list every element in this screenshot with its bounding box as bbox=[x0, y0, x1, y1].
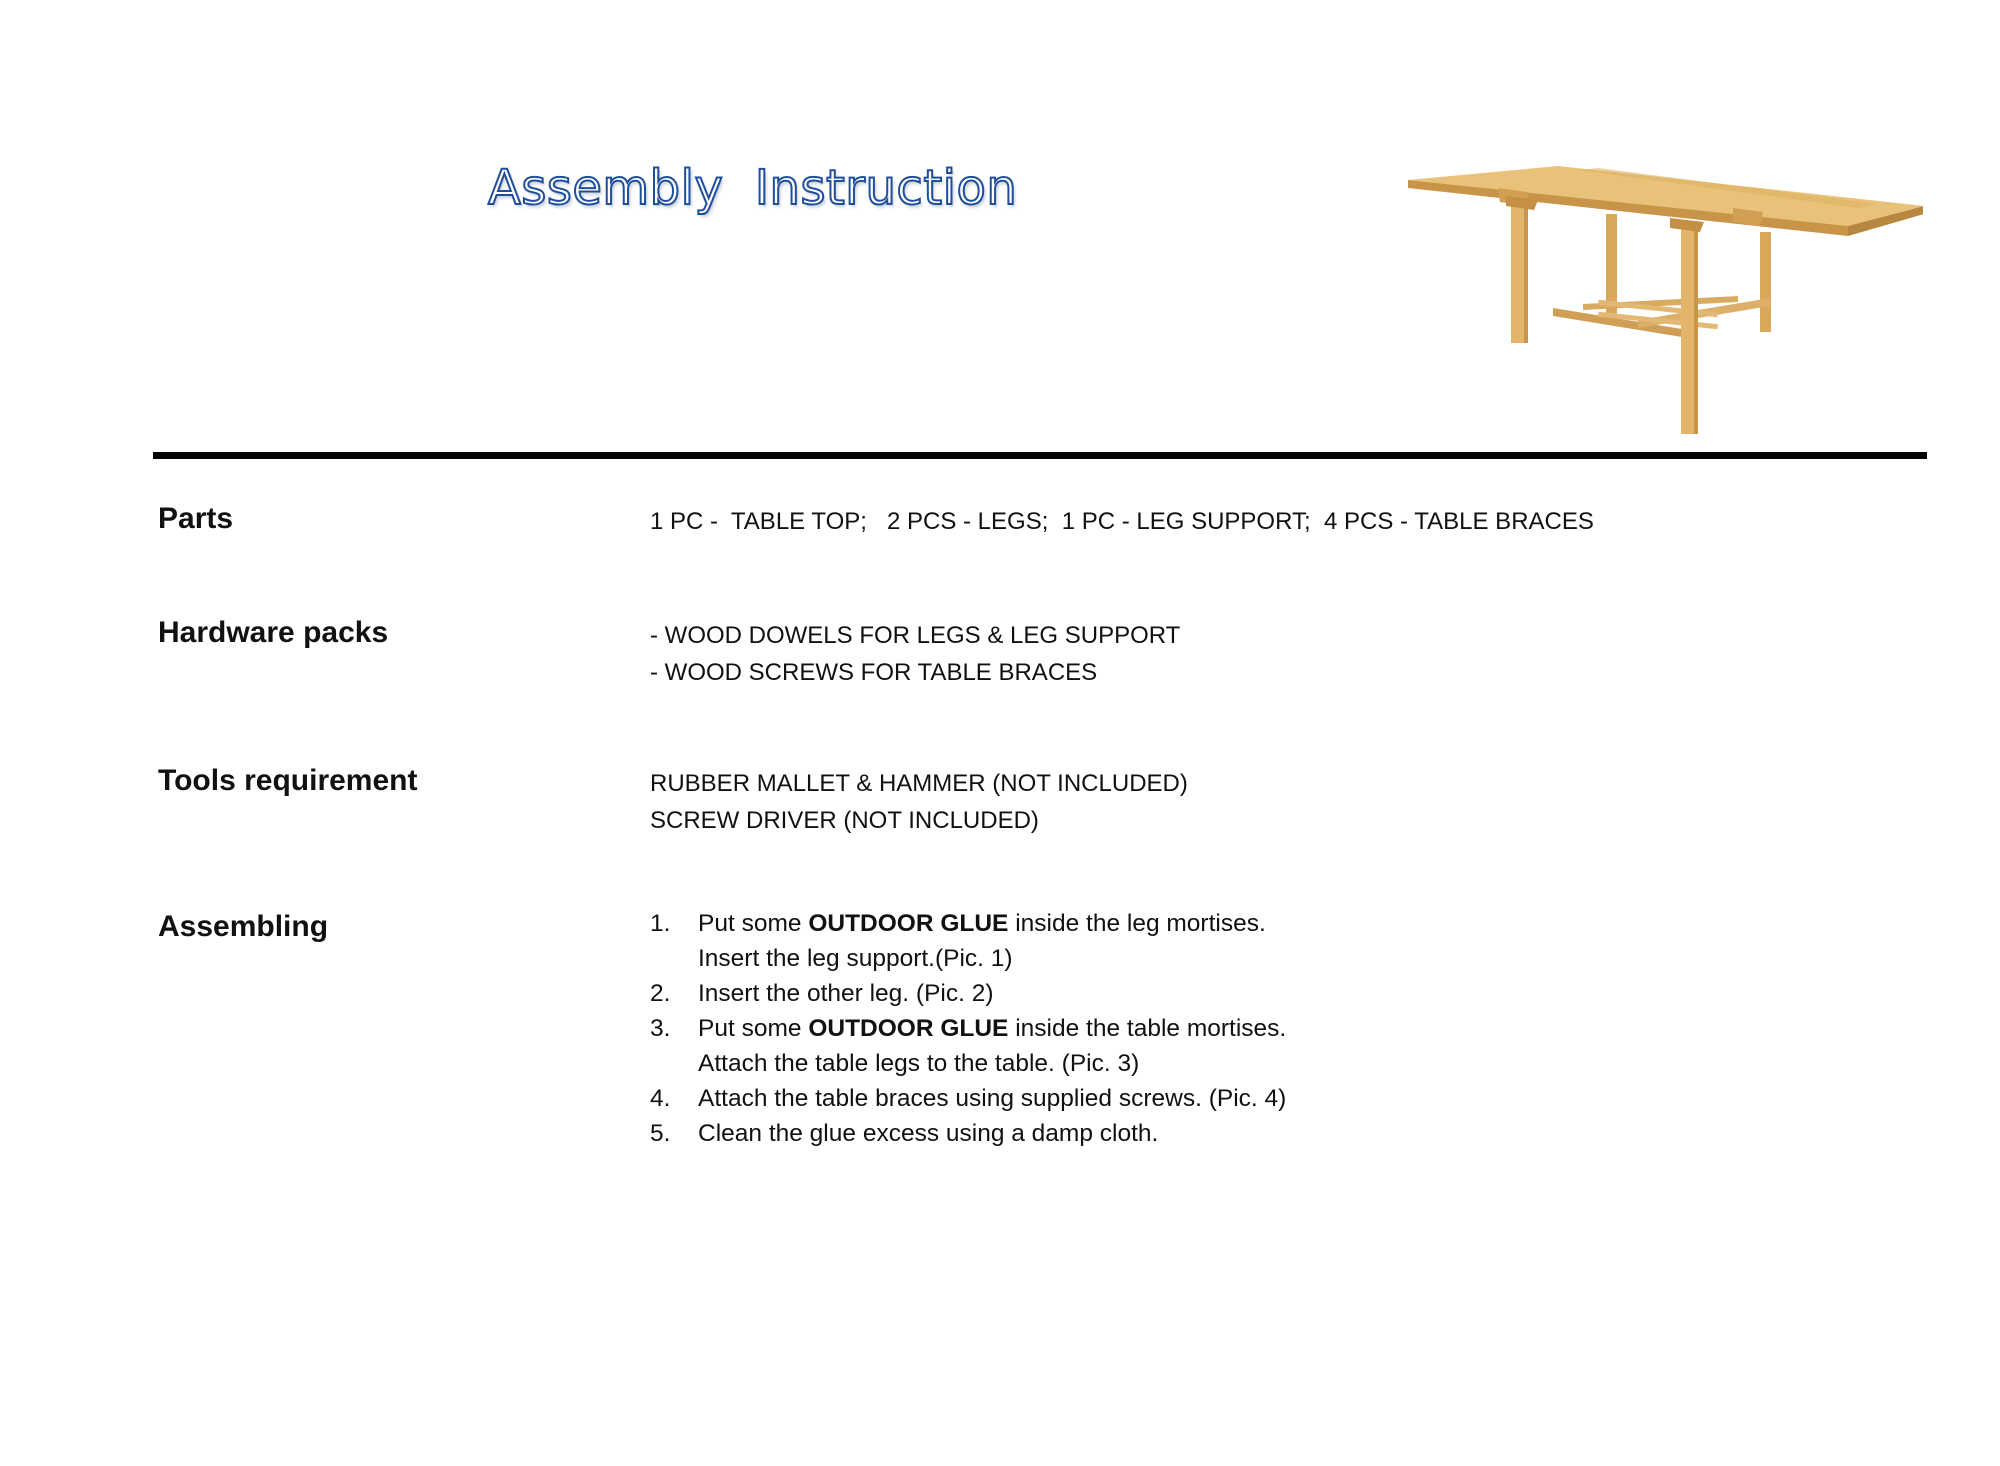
tools-line: RUBBER MALLET & HAMMER (NOT INCLUDED) bbox=[650, 770, 1188, 797]
header-divider bbox=[153, 452, 1927, 459]
list-item bbox=[650, 1011, 1286, 1081]
list-item bbox=[650, 976, 1286, 1011]
parts-text: 1 PC - TABLE TOP; 2 PCS - LEGS; 1 PC - LEG SUPPORT; 4 PCS - TABLE BRACES bbox=[650, 508, 1594, 535]
step-text: inside the leg mortises. bbox=[1008, 910, 1266, 937]
step-number: 4. bbox=[650, 1085, 671, 1112]
step-text: Attach the table legs to the table. (Pic. 3) bbox=[698, 1050, 1140, 1077]
table-illustration bbox=[1408, 158, 1923, 440]
step-number: 5. bbox=[650, 1120, 671, 1147]
list-item bbox=[650, 1116, 1286, 1151]
step-number: 2. bbox=[650, 980, 671, 1007]
step-number: 3. bbox=[650, 1015, 671, 1042]
step-text: Insert the leg support.(Pic. 1) bbox=[698, 945, 1013, 972]
step-text: Insert the other leg. (Pic. 2) bbox=[698, 980, 994, 1007]
step-text: Clean the glue excess using a damp cloth. bbox=[698, 1120, 1159, 1147]
step-emphasis: OUTDOOR GLUE bbox=[808, 910, 1009, 937]
assembling-label: Assembling bbox=[158, 910, 329, 943]
tools-line: SCREW DRIVER (NOT INCLUDED) bbox=[650, 807, 1039, 834]
document-title: Assembly Instruction bbox=[488, 160, 1018, 216]
parts-label: Parts bbox=[158, 502, 234, 535]
step-emphasis: OUTDOOR GLUE bbox=[808, 1015, 1009, 1042]
assembly-steps bbox=[650, 906, 1286, 1151]
step-text: Attach the table braces using supplied screws. (Pic. 4) bbox=[698, 1085, 1287, 1112]
tools-label: Tools requirement bbox=[158, 764, 418, 797]
hardware-label: Hardware packs bbox=[158, 616, 389, 649]
step-text: inside the table mortises. bbox=[1008, 1015, 1287, 1042]
hardware-line: - WOOD DOWELS FOR LEGS & LEG SUPPORT bbox=[650, 622, 1181, 649]
list-item bbox=[650, 1081, 1286, 1116]
hardware-line: - WOOD SCREWS FOR TABLE BRACES bbox=[650, 659, 1098, 686]
step-text: Put some bbox=[698, 1015, 809, 1042]
step-number: 1. bbox=[650, 910, 671, 937]
list-item bbox=[650, 906, 1286, 976]
step-text: Put some bbox=[698, 910, 809, 937]
